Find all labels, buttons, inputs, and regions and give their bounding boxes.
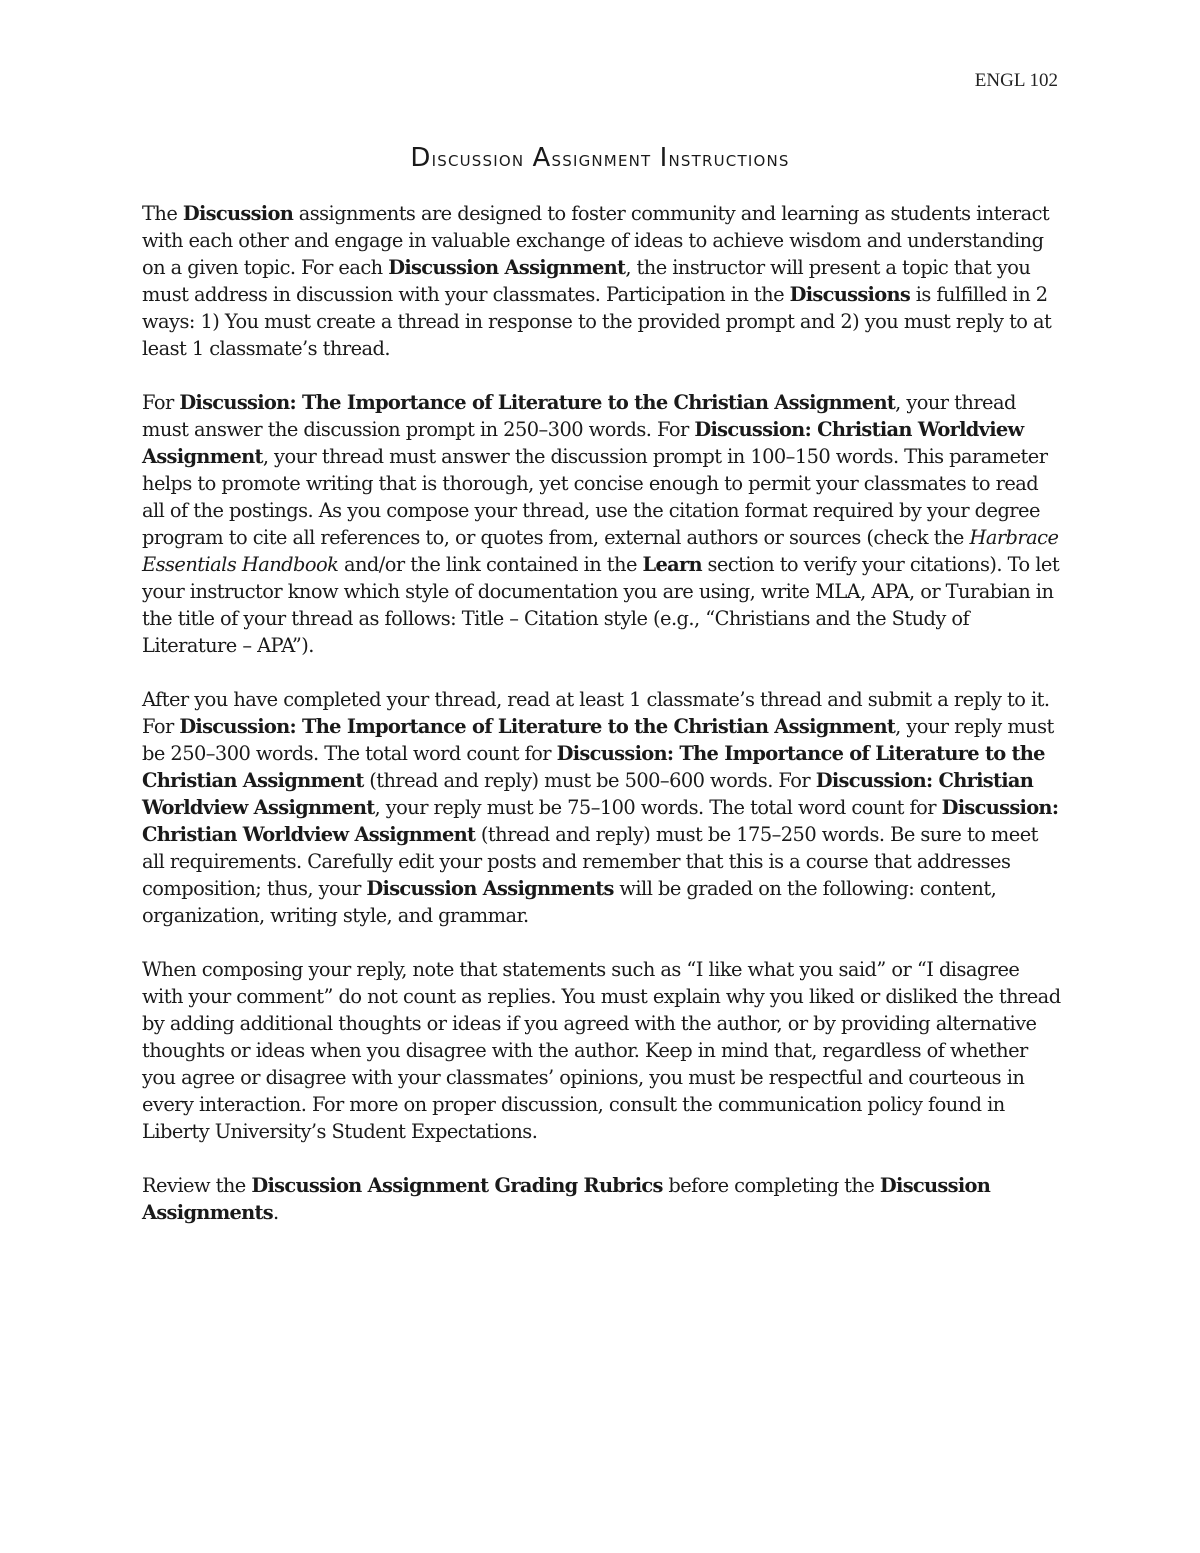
- text-run: , your reply must be 250–300 words. The total word count for: [142, 715, 1054, 765]
- text-run: is fulfilled in 2 ways: 1) You must create a thread in response to the provided prompt and 2) you must reply to at least 1 classmate’s thread.: [142, 283, 1052, 360]
- text-run: (thread and reply) must be 175–250 words. Be sure to meet all requirements. Carefully edit your posts and remember that this is a course that addresses composition; thus, your: [142, 823, 1038, 900]
- document-body: [142, 200, 1062, 1253]
- course-code: ENGL 102: [974, 70, 1058, 91]
- bold-term: Learn: [642, 553, 702, 576]
- bold-term: Discussion Assignments: [142, 1174, 991, 1224]
- bold-term: Discussion: Christian Worldview Assignment: [142, 796, 1059, 846]
- bold-term: Discussion: The Importance of Literature to the Christian Assignment: [179, 391, 896, 414]
- bold-term: Discussion: [182, 202, 294, 225]
- bold-term: Discussion: The Importance of Literature to the Christian Assignment: [179, 715, 896, 738]
- title-initial: I: [659, 143, 669, 173]
- bold-term: Discussion Assignments: [366, 877, 614, 900]
- text-run: , your thread must answer the discussion prompt in 250–300 words. For: [142, 391, 1016, 441]
- title-word: ssignment: [551, 147, 652, 172]
- text-run: After you have completed your thread, read at least 1 classmate’s thread and submit a reply to it. For: [142, 688, 1050, 738]
- italic-title: Harbrace Essentials Handbook: [142, 526, 1059, 576]
- bold-term: Discussion: Christian Worldview Assignment: [142, 769, 1034, 819]
- paragraph-review-rubrics: [142, 1172, 1062, 1226]
- text-run: (thread and reply) must be 500–600 words. For: [363, 769, 816, 792]
- bold-term: Discussion Assignment Grading Rubrics: [251, 1174, 663, 1197]
- title-word: nstructions: [668, 147, 790, 172]
- paragraph-thread-requirements: [142, 389, 1062, 659]
- document-title: [0, 143, 1200, 173]
- bold-term: Discussion: Christian Worldview Assignment: [142, 418, 1024, 468]
- bold-term: Discussion: The Importance of Literature to the Christian Assignment: [142, 742, 1045, 792]
- text-run: The: [142, 202, 183, 225]
- title-initial: A: [532, 143, 552, 173]
- text-run: .: [273, 1201, 279, 1224]
- text-run: For: [142, 391, 180, 414]
- text-run: , the instructor will present a topic that you must address in discussion with your classmates. Participation in the: [142, 256, 1031, 306]
- paragraph-reply-guidance: [142, 956, 1062, 1145]
- paragraph-intro: [142, 200, 1062, 362]
- text-run: before completing the: [662, 1174, 880, 1197]
- paragraph-reply-requirements: [142, 686, 1062, 929]
- text-run: assignments are designed to foster community and learning as students interact with each other and engage in valuable exchange of ideas to achieve wisdom and understanding on a given topic. For each: [142, 202, 1050, 279]
- text-run: , your reply must be 75–100 words. The total word count for: [374, 796, 942, 819]
- bold-term: Discussion Assignment: [388, 256, 626, 279]
- text-run: and/or the link contained in the: [338, 553, 643, 576]
- text-run: Review the: [142, 1174, 252, 1197]
- title-word: iscussion: [431, 147, 525, 172]
- text-run: , your thread must answer the discussion prompt in 100–150 words. This parameter helps to promote writing that is thorough, yet concise enough to permit your classmates to read all of the postings. As you compose your thread, use the citation format required by your degree program to cite all references to, or quotes from, external authors or sources (check the: [142, 445, 1048, 549]
- text-run: will be graded on the following: content, organization, writing style, and grammar.: [142, 877, 997, 927]
- bold-term: Discussions: [789, 283, 911, 306]
- title-initial: D: [410, 143, 432, 173]
- text-run: section to verify your citations). To let your instructor know which style of documentation you are using, write MLA, APA, or Turabian in the title of your thread as follows: Title – Citation style (e.g., “Christians and the Study of Literature – APA”).: [142, 553, 1060, 657]
- text-run: When composing your reply, note that statements such as “I like what you said” or “I disagree with your comment” do not count as replies. You must explain why you liked or disliked the thread by adding additional thoughts or ideas if you agreed with the author, or by providing alternative thoughts or ideas when you disagree with the author. Keep in mind that, regardless of whether you agree or disagree with your classmates’ opinions, you must be respectful and courteous in every interaction. For more on proper discussion, consult the communication policy found in Liberty University’s Student Expectations.: [142, 958, 1061, 1143]
